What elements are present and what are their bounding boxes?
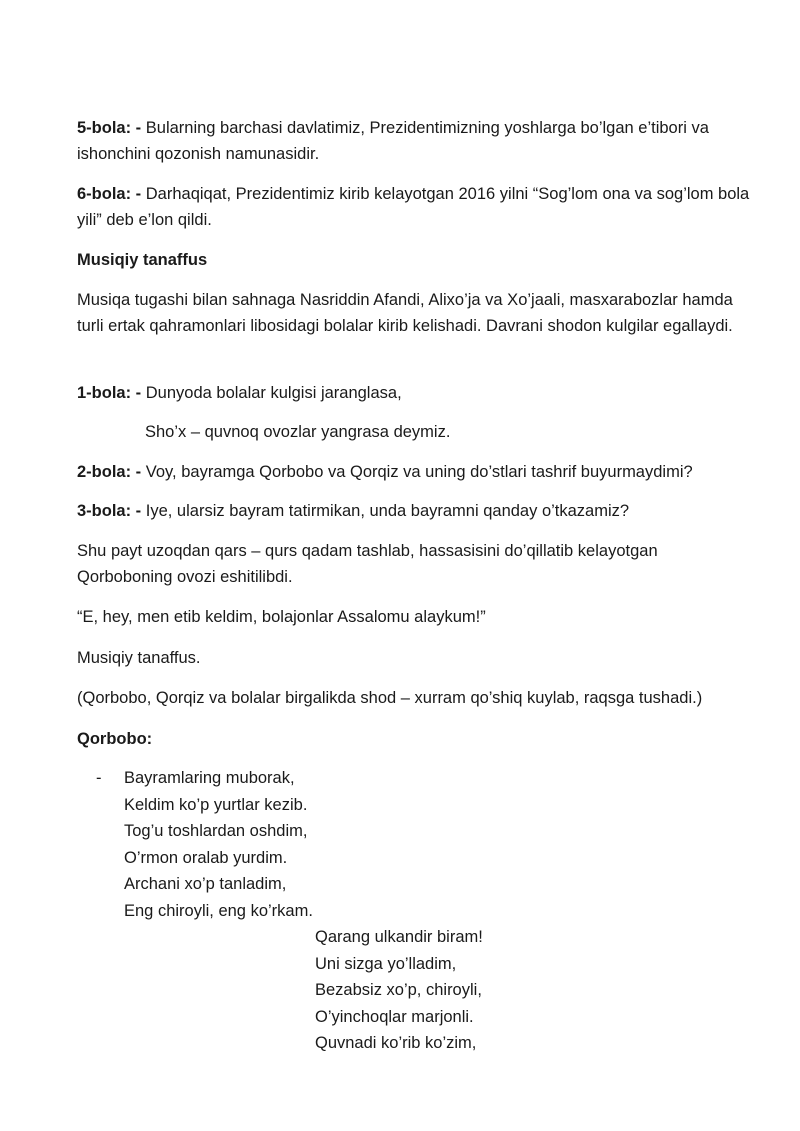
speech-text: Iye, ularsiz bayram tatirmikan, unda bayramni qanday o’tkazamiz?: [141, 502, 630, 520]
poem-line: Eng chiroyli, eng ko’rkam.: [124, 901, 313, 920]
poem-line: Bezabsiz xo’p, chiroyli,: [315, 981, 482, 999]
section-heading-musiqiy-tanaffus: Musiqiy tanaffus: [77, 251, 208, 269]
speaker-label: 6-bola: -: [77, 185, 142, 203]
poem-line: O’yinchoqlar marjonli.: [315, 1007, 474, 1026]
poem-stanza-2: [315, 924, 483, 1057]
music-break-paragraph: Musiqiy tanaffus.: [77, 649, 201, 667]
stage-direction-paragraph-2: (Qorbobo, Qorqiz va bolalar birgalikda shod – xurram qo’shiq kuylab, raqsga tushadi.): [77, 689, 703, 707]
poem-line: Archani xo’p tanladim,: [124, 875, 287, 893]
poem-line: Uni sizga yo’lladim,: [315, 954, 457, 973]
speaker-label: 3-bola: -: [77, 502, 142, 520]
speaker-label: 2-bola: -: [77, 463, 142, 481]
indented-verse-line: Sho’x – quvnoq ovozlar yangrasa deymiz.: [145, 423, 451, 441]
stage-direction-paragraph: Musiqa tugashi bilan sahnaga Nasriddin Afandi, Alixo’ja va Xo’jaali, masxarabozlar hamda turli ertak qahramonlari libosidagi bolalar kirib kelishadi. Davrani shodon kulgilar egallaydi.: [77, 291, 733, 335]
speaker-label: 5-bola: -: [77, 119, 142, 137]
speech-text: Darhaqiqat, Prezidentimiz kirib kelayotgan 2016 yilni “Sog’lom ona va sog’lom bola yili” deb e’lon qildi.: [77, 185, 750, 229]
speaker-label: 1-bola: -: [77, 384, 142, 402]
speech-text: Dunyoda bolalar kulgisi jaranglasa,: [141, 384, 402, 402]
paragraph-2-bola: [77, 459, 757, 485]
poem-stanza-1: [124, 765, 313, 924]
poem-line: Keldim ko’p yurtlar kezib.: [124, 795, 308, 814]
poem-line: Bayramlaring muborak,: [124, 769, 295, 787]
speech-text: Voy, bayramga Qorbobo va Qorqiz va uning do’stlari tashrif buyurmaydimi?: [141, 463, 693, 481]
speech-text: Bularning barchasi davlatimiz, Prezidentimizning yoshlarga bo’lgan e’tibori va ishonchini qozonish namunasidir.: [77, 119, 709, 163]
paragraph-1-bola: [77, 380, 757, 406]
poem-line: Quvnadi ko’rib ko’zim,: [315, 1034, 477, 1052]
paragraph-5-bola: [77, 115, 757, 167]
section-heading-qorbobo: Qorbobo:: [77, 730, 153, 748]
poem-line: Tog’u toshlardan oshdim,: [124, 822, 308, 840]
paragraph-6-bola: [77, 181, 757, 233]
poem-line: Qarang ulkandir biram!: [315, 928, 483, 946]
paragraph-3-bola: [77, 498, 757, 524]
poem-line: O’rmon oralab yurdim.: [124, 848, 288, 867]
narration-paragraph: Shu payt uzoqdan qars – qurs qadam tashlab, hassasisini do’qillatib kelayotgan Qorboboning ovozi eshitilibdi.: [77, 542, 658, 586]
list-dash: -: [96, 769, 102, 787]
quote-paragraph: “E, hey, men etib keldim, bolajonlar Assalomu alaykum!”: [77, 608, 486, 626]
